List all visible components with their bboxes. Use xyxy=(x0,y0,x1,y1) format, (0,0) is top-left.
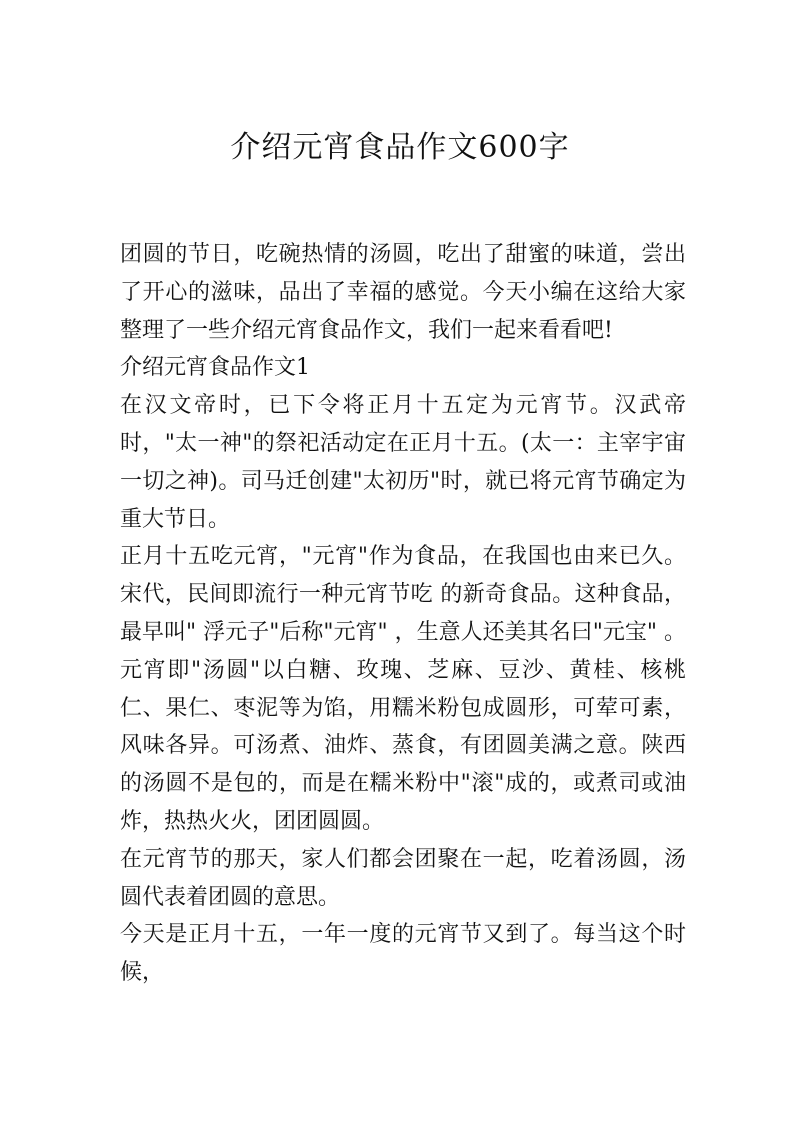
paragraph-reunion: 在元宵节的那天，家人们都会团聚在一起，吃着汤圆，汤圆代表着团圆的意思。 xyxy=(120,846,686,910)
document-body xyxy=(120,236,686,992)
document-title: 介绍元宵食品作文600字 xyxy=(230,130,570,165)
paragraph-intro: 团圆的节日，吃碗热情的汤圆，吃出了甜蜜的味道，尝出了开心的滋味，品出了幸福的感觉。今天小编在这给大家整理了一些介绍元宵食品作文，我们一起来看看吧! xyxy=(120,242,686,343)
section-heading: 介绍元宵食品作文1 xyxy=(120,355,310,381)
paragraph-today: 今天是正月十五，一年一度的元宵节又到了。每当这个时候， xyxy=(120,922,686,986)
paragraph-history: 在汉文帝时，已下令将正月十五定为元宵节。汉武帝时，"太一神"的祭祀活动定在正月十五。(太一：主宰宇宙一切之神)。司马迁创建"太初历"时，就已将元宵节确定为重大节日。 xyxy=(120,393,686,532)
paragraph-food: 正月十五吃元宵，"元宵"作为食品，在我国也由来已久。宋代，民间即流行一种元宵节吃 的新奇食品。这种食品，最早叫" 浮元子"后称"元宵" ，生意人还美其名曰"元宝" 。元宵即"汤圆"以白糖、玫瑰、芝麻、豆沙、黄桂、核桃仁、果仁、枣泥等为馅，用糯米粉包成圆形，可荤可素，风味各异。可汤煮、油炸、蒸食，有团圆美满之意。陕西的汤圆不是包的，而是在糯米粉中"滚"成的，或煮司或油炸，热热火火，团团圆圆。 xyxy=(120,544,686,834)
